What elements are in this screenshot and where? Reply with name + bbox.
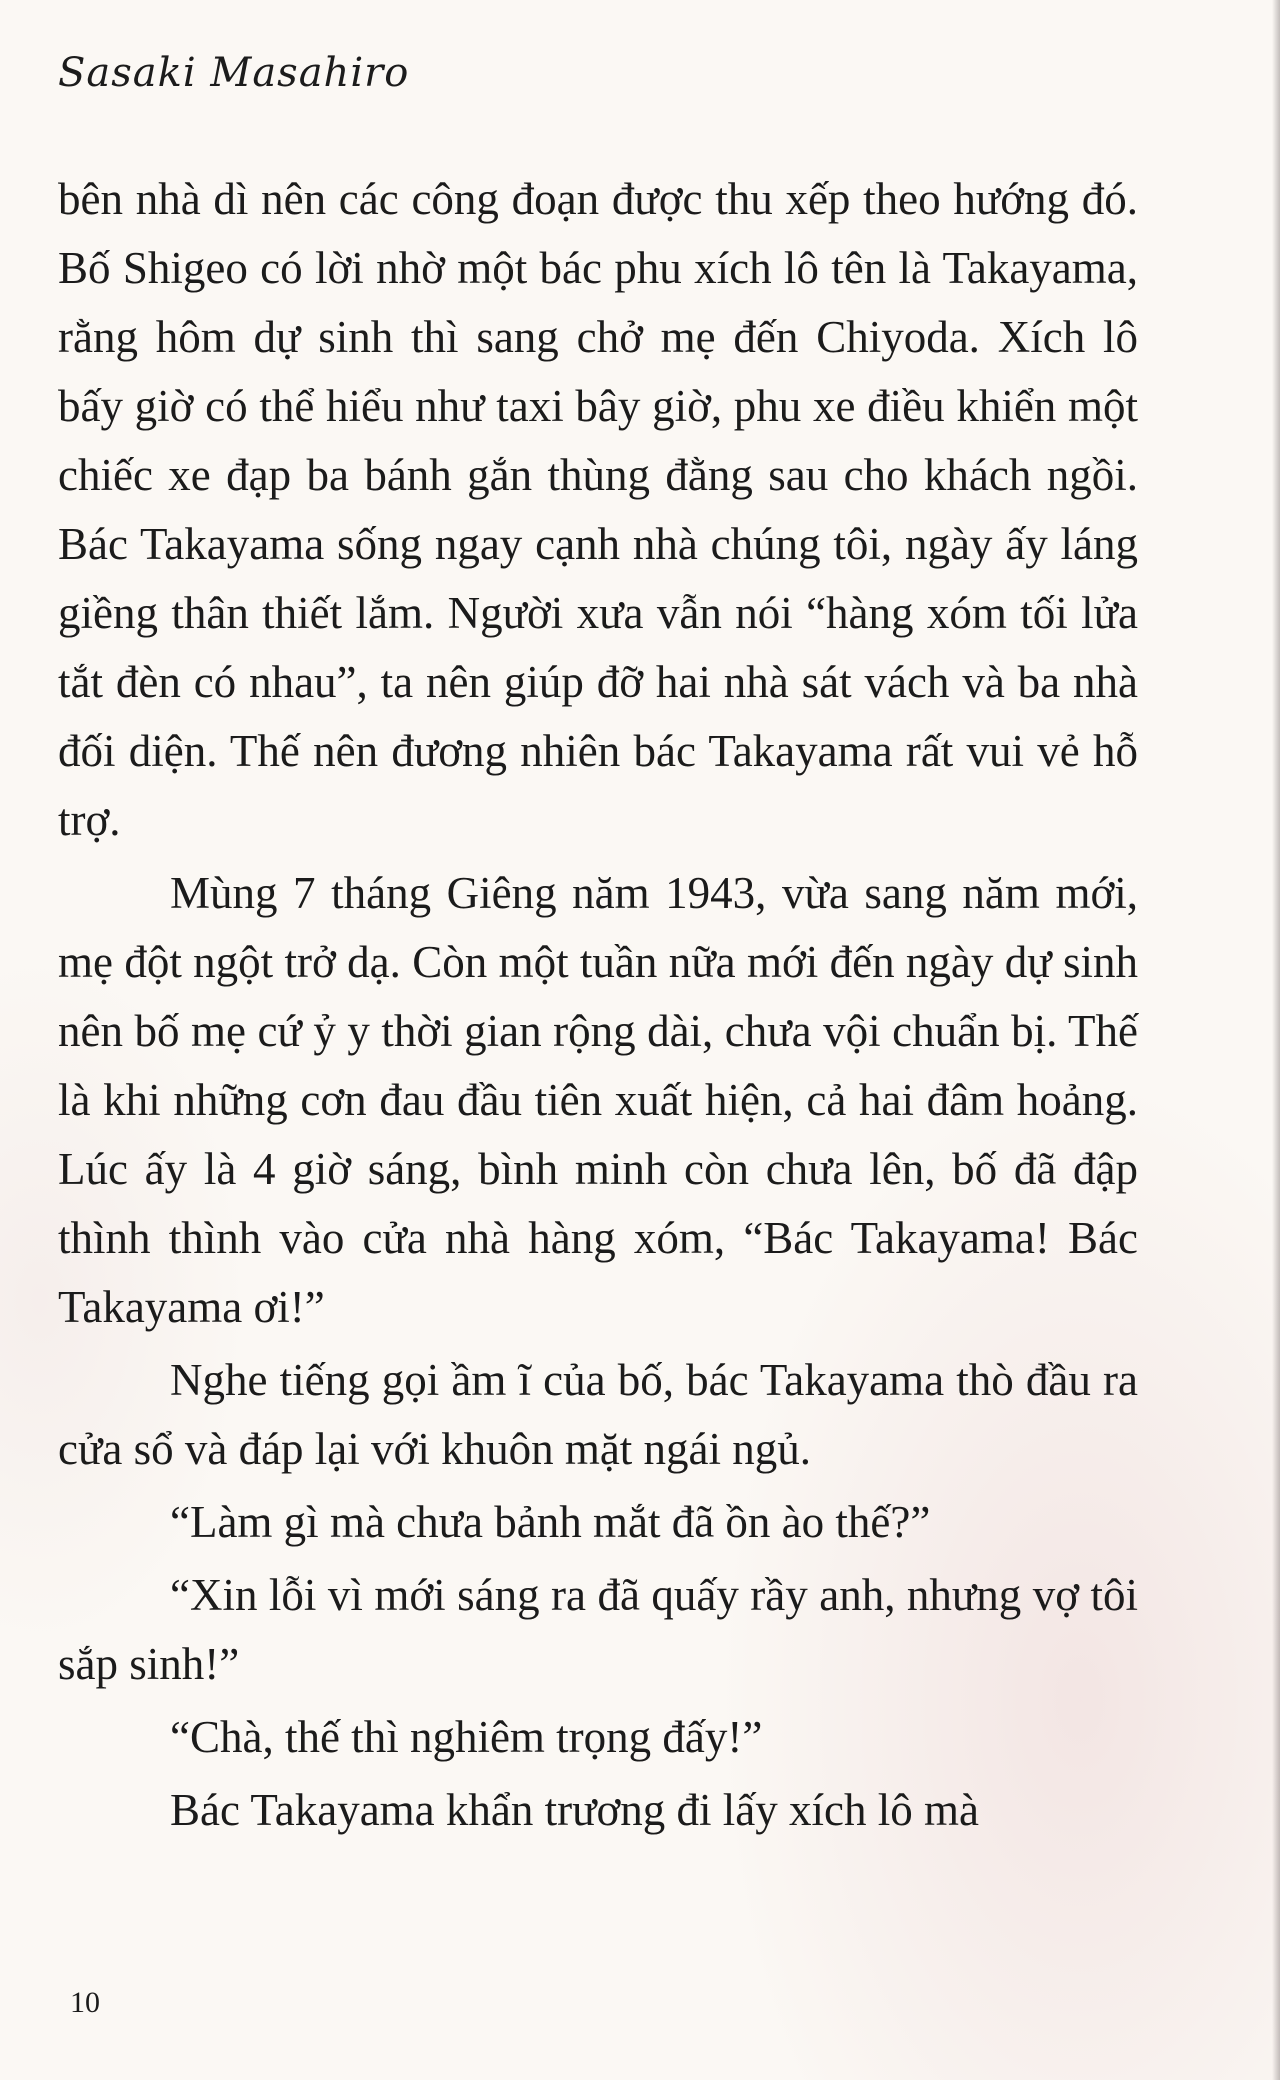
page-number: 10 <box>70 1986 100 2019</box>
paragraph-2: Mùng 7 tháng Giêng năm 1943, vừa sang năm mới, mẹ đột ngột trở dạ. Còn một tuần nữa mới đến ngày dự sinh nên bố mẹ cứ ỷ y thời gian rộng dài, chưa vội chuẩn bị. Thế là khi những cơn đau đầu tiên xuất hiện, cả hai đâm hoảng. Lúc ấy là 4 giờ sáng, bình minh còn chưa lên, bố đã đập thình thình vào cửa nhà hàng xóm, “Bác Takayama! Bác Takayama ơi!” <box>58 868 1138 1332</box>
paragraph-1: bên nhà dì nên các công đoạn được thu xếp theo hướng đó. Bố Shigeo có lời nhờ một bác phu xích lô tên là Takayama, rằng hôm dự sinh thì sang chở mẹ đến Chiyoda. Xích lô bấy giờ có thể hiểu như taxi bây giờ, phu xe điều khiển một chiếc xe đạp ba bánh gắn thùng đằng sau cho khách ngồi. Bác Takayama sống ngay cạnh nhà chúng tôi, ngày ấy láng giềng thân thiết lắm. Người xưa vẫn nói “hàng xóm tối lửa tắt đèn có nhau”, ta nên giúp đỡ hai nhà sát vách và ba nhà đối diện. Thế nên đương nhiên bác Takayama rất vui vẻ hỗ trợ. <box>58 174 1138 845</box>
paragraph-3: Nghe tiếng gọi ầm ĩ của bố, bác Takayama thò đầu ra cửa sổ và đáp lại với khuôn mặt ngái ngủ. <box>58 1355 1138 1474</box>
paragraph-4: “Làm gì mà chưa bảnh mắt đã ồn ào thế?” <box>170 1497 931 1547</box>
running-head-author: Sasaki Masahiro <box>58 50 410 96</box>
paragraph-5: “Xin lỗi vì mới sáng ra đã quấy rầy anh, nhưng vợ tôi sắp sinh!” <box>58 1570 1138 1689</box>
paragraph-7: Bác Takayama khẩn trương đi lấy xích lô mà <box>170 1785 979 1835</box>
page-edge-shadow <box>1272 0 1280 2080</box>
paragraph-6: “Chà, thế thì nghiêm trọng đấy!” <box>170 1712 763 1762</box>
body-text <box>58 165 1138 1845</box>
